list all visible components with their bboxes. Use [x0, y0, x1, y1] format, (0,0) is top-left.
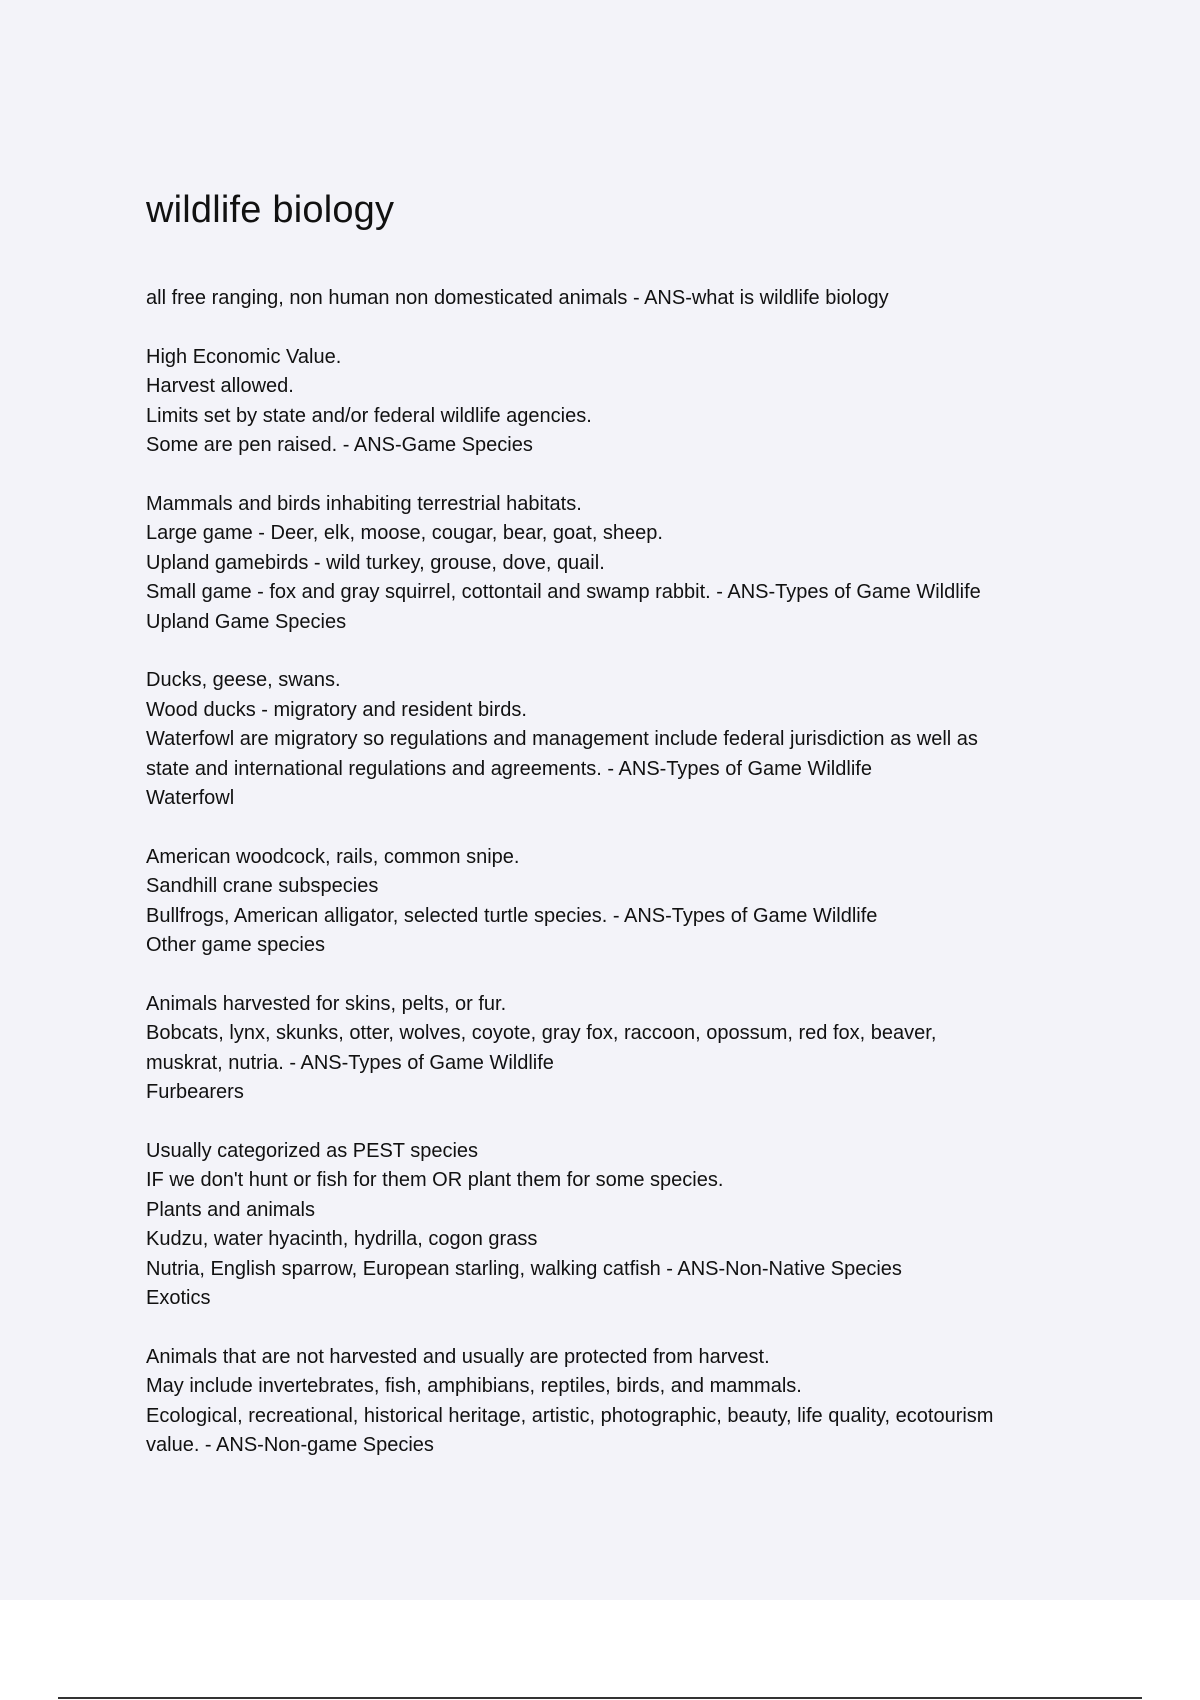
entry-line: value. - ANS-Non-game Species	[146, 1434, 434, 1456]
document-content	[146, 186, 1106, 1490]
entry-line: Wood ducks - migratory and resident birds.	[146, 698, 527, 721]
entry-line: Nutria, English sparrow, European starling, walking catfish - ANS-Non-Native Species	[146, 1257, 902, 1280]
entry-line: Harvest allowed.	[146, 375, 294, 397]
flashcard-entry	[146, 1137, 1106, 1314]
entry-line: IF we don't hunt or fish for them OR plant them for some species.	[146, 1169, 724, 1191]
entry-line: Usually categorized as PEST species	[146, 1139, 479, 1162]
entry-line: all free ranging, non human non domesticated animals - ANS-what is wildlife biology	[146, 287, 889, 309]
entry-line: Bullfrogs, American alligator, selected turtle species. - ANS-Types of Game Wildlife	[146, 904, 878, 927]
entry-line: Plants and animals	[146, 1198, 315, 1221]
entry-line: Bobcats, lynx, skunks, otter, wolves, coyote, gray fox, raccoon, opossum, red fox, beaver,	[146, 1022, 937, 1044]
entry-line: Kudzu, water hyacinth, hydrilla, cogon grass	[146, 1228, 538, 1250]
entry-line: Furbearers	[146, 1081, 244, 1103]
entry-line: Sandhill crane subspecies	[146, 875, 379, 897]
flashcard-entry	[146, 1343, 1106, 1461]
entry-line: state and international regulations and agreements. - ANS-Types of Game Wildlife	[146, 757, 872, 780]
document-title: wildlife biology	[146, 189, 395, 231]
entry-line: High Economic Value.	[146, 345, 342, 368]
entry-line: May include invertebrates, fish, amphibians, reptiles, birds, and mammals.	[146, 1375, 802, 1397]
entry-line: Ecological, recreational, historical heritage, artistic, photographic, beauty, life quality, ecotourism	[146, 1404, 994, 1427]
entry-line: Limits set by state and/or federal wildlife agencies.	[146, 404, 592, 427]
entry-line: Some are pen raised. - ANS-Game Species	[146, 434, 533, 456]
entry-line: muskrat, nutria. - ANS-Types of Game Wildlife	[146, 1051, 554, 1074]
entry-line: Large game - Deer, elk, moose, cougar, bear, goat, sheep.	[146, 522, 663, 544]
entry-line: Other game species	[146, 934, 325, 956]
entry-line: Mammals and birds inhabiting terrestrial habitats.	[146, 492, 582, 515]
entry-line: Ducks, geese, swans.	[146, 669, 341, 691]
flashcard-entry	[146, 490, 1106, 638]
page-divider	[58, 1697, 1142, 1699]
flashcard-entry	[146, 343, 1106, 461]
entry-line: American woodcock, rails, common snipe.	[146, 845, 520, 868]
flashcard-entry	[146, 990, 1106, 1108]
entry-line: Animals harvested for skins, pelts, or fur.	[146, 992, 507, 1015]
flashcard-entry	[146, 284, 1106, 314]
entry-line: Exotics	[146, 1287, 211, 1309]
flashcard-list	[146, 284, 1106, 1461]
entry-line: Waterfowl are migratory so regulations and management include federal jurisdiction as well as	[146, 728, 978, 750]
entry-line: Upland Game Species	[146, 610, 347, 633]
flashcard-entry	[146, 666, 1106, 814]
flashcard-entry	[146, 843, 1106, 961]
entry-line: Small game - fox and gray squirrel, cottontail and swamp rabbit. - ANS-Types of Game Wildlife	[146, 581, 981, 603]
entry-line: Upland gamebirds - wild turkey, grouse, dove, quail.	[146, 551, 605, 574]
entry-line: Animals that are not harvested and usually are protected from harvest.	[146, 1345, 770, 1368]
entry-line: Waterfowl	[146, 787, 235, 809]
